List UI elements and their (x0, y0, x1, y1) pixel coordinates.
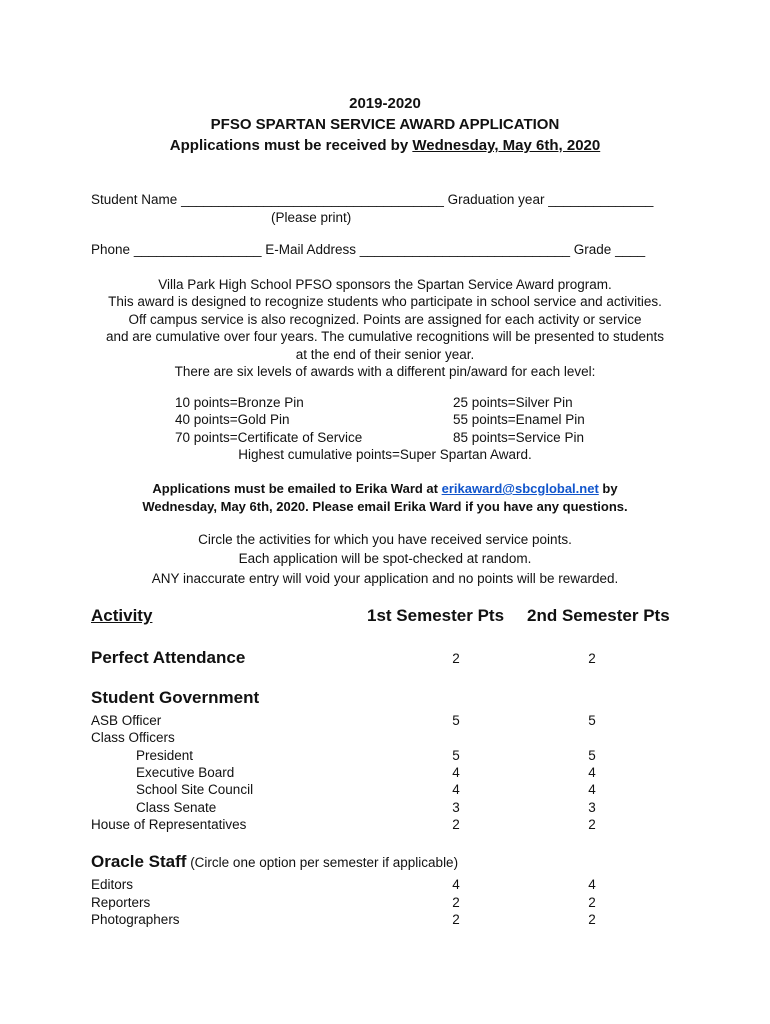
student-name-field[interactable]: ___________________________________ (181, 192, 444, 207)
editors-sem2-points[interactable]: 4 (588, 877, 596, 892)
student-name-row (91, 192, 653, 207)
instruction-line: ANY inaccurate entry will void your application and no points will be rewarded. (151, 571, 619, 586)
grade-field[interactable]: ____ (615, 242, 646, 257)
reporters-sem1-points[interactable]: 2 (452, 895, 460, 910)
president-sem2-points[interactable]: 5 (588, 748, 596, 763)
oracle-staff-heading: Oracle Staff (91, 852, 187, 871)
house-sem1-points[interactable]: 2 (452, 817, 460, 832)
intro-line: There are six levels of awards with a different pin/award for each level: (174, 364, 596, 379)
intro-line: at the end of their senior year. (295, 347, 475, 362)
phone-label: Phone (91, 242, 131, 257)
column-second-semester: 2nd Semester Pts (527, 606, 670, 625)
class-senate-sem2-points[interactable]: 3 (588, 800, 596, 815)
contact-row (91, 242, 645, 257)
level-bronze: 10 points=Bronze Pin (175, 395, 304, 410)
activity-class-officers: Class Officers (91, 730, 175, 745)
activity-perfect-attendance[interactable]: Perfect Attendance (91, 648, 246, 667)
email-notice-prefix: Applications must be emailed to Erika Ward at (152, 481, 442, 496)
class-senate-sem1-points[interactable]: 3 (452, 800, 460, 815)
perfect-attendance-sem2-points[interactable]: 2 (588, 651, 596, 666)
oracle-staff-note: (Circle one option per semester if applicable) (186, 855, 459, 870)
student-name-label: Student Name (91, 192, 178, 207)
graduation-year-field[interactable]: ______________ (548, 192, 654, 207)
intro-line: This award is designed to recognize students who participate in school service and activities. (108, 294, 662, 309)
school-site-council-sem1-points[interactable]: 4 (452, 782, 460, 797)
intro-line: and are cumulative over four years. The cumulative recognitions will be presented to students (105, 329, 665, 344)
asb-officer-sem2-points[interactable]: 5 (588, 713, 596, 728)
column-first-semester: 1st Semester Pts (367, 606, 505, 625)
executive-board-sem2-points[interactable]: 4 (588, 765, 596, 780)
intro-line: Off campus service is also recognized. Points are assigned for each activity or service (128, 312, 642, 327)
level-certificate: 70 points=Certificate of Service (175, 430, 363, 445)
activity-asb-officer[interactable]: ASB Officer (91, 713, 162, 728)
instruction-line: Each application will be spot-checked at random. (238, 551, 532, 566)
level-enamel: 55 points=Enamel Pin (453, 412, 585, 427)
phone-field[interactable]: _________________ (133, 242, 262, 257)
editors-sem1-points[interactable]: 4 (452, 877, 460, 892)
please-print-note: (Please print) (271, 210, 352, 225)
email-notice-line1 (0, 481, 770, 496)
activity-photographers[interactable]: Photographers (91, 912, 180, 927)
email-notice-suffix: by (598, 481, 618, 496)
column-activity: Activity (91, 606, 153, 625)
deadline-prefix: Applications must be received by (169, 137, 413, 154)
reporters-sem2-points[interactable]: 2 (588, 895, 596, 910)
activity-reporters[interactable]: Reporters (91, 895, 151, 910)
section-student-government: Student Government (91, 688, 260, 707)
email-label: E-Mail Address (265, 242, 357, 257)
intro-line: Villa Park High School PFSO sponsors the Spartan Service Award program. (158, 277, 612, 292)
executive-board-sem1-points[interactable]: 4 (452, 765, 460, 780)
photographers-sem1-points[interactable]: 2 (452, 912, 460, 927)
activity-president[interactable]: President (136, 748, 194, 763)
activity-executive-board[interactable]: Executive Board (136, 765, 235, 780)
contact-email-link[interactable]: erikaward@sbcglobal.net (441, 481, 599, 496)
instruction-line: Circle the activities for which you have received service points. (198, 532, 572, 547)
section-oracle-staff (91, 852, 458, 872)
activity-school-site-council[interactable]: School Site Council (136, 782, 254, 797)
level-silver: 25 points=Silver Pin (453, 395, 573, 410)
level-highest: Highest cumulative points=Super Spartan Award. (238, 447, 532, 462)
header-deadline (0, 137, 770, 154)
perfect-attendance-sem1-points[interactable]: 2 (452, 651, 460, 666)
header-title: PFSO SPARTAN SERVICE AWARD APPLICATION (210, 116, 560, 133)
activity-class-senate[interactable]: Class Senate (136, 800, 217, 815)
asb-officer-sem1-points[interactable]: 5 (452, 713, 460, 728)
president-sem1-points[interactable]: 5 (452, 748, 460, 763)
header-year: 2019-2020 (349, 95, 421, 112)
activity-house-of-representatives[interactable]: House of Representatives (91, 817, 247, 832)
level-service-pin: 85 points=Service Pin (453, 430, 584, 445)
activity-editors[interactable]: Editors (91, 877, 134, 892)
photographers-sem2-points[interactable]: 2 (588, 912, 596, 927)
email-notice-line2: Wednesday, May 6th, 2020. Please email Erika Ward if you have any questions. (142, 499, 628, 514)
school-site-council-sem2-points[interactable]: 4 (588, 782, 596, 797)
level-gold: 40 points=Gold Pin (175, 412, 290, 427)
graduation-year-label: Graduation year (447, 192, 545, 207)
grade-label: Grade (573, 242, 612, 257)
email-field[interactable]: ____________________________ (359, 242, 571, 257)
deadline-date: Wednesday, May 6th, 2020 (412, 137, 601, 154)
house-sem2-points[interactable]: 2 (588, 817, 596, 832)
